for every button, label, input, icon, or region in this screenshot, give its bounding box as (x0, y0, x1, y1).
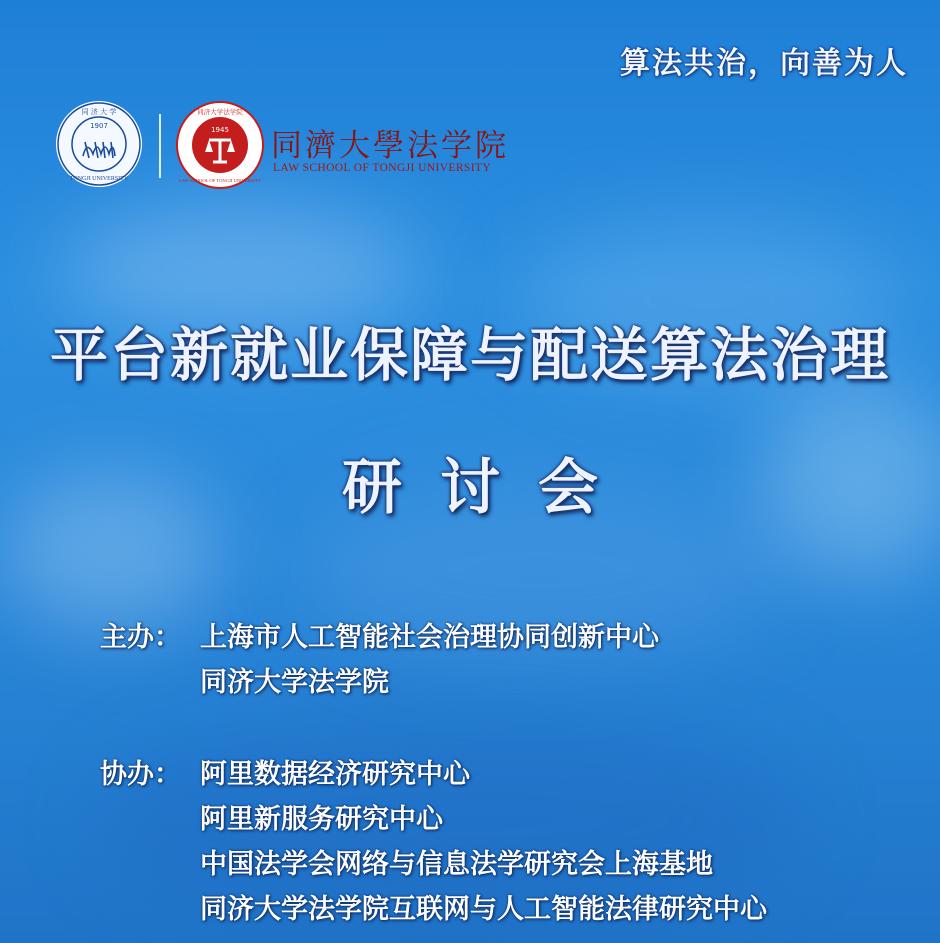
cohost-label: 协办： (100, 759, 181, 790)
law-school-name-en: LAW SCHOOL OF TONGJI UNIVERSITY (273, 162, 492, 174)
cohost-item: 阿里新服务研究中心 (200, 804, 443, 835)
svg-text:1907: 1907 (90, 122, 108, 130)
svg-text:TONGJI UNIVERSITY: TONGJI UNIVERSITY (69, 176, 129, 182)
host-item: 同济大学法学院 (200, 667, 389, 698)
slogan: 算法共治，向善为人 (620, 46, 908, 81)
law-school-seal-icon (175, 100, 265, 190)
title-sub: 研讨会 (342, 453, 636, 523)
svg-text:LAW SCHOOL OF TONGJI UNIVERSIT: LAW SCHOOL OF TONGJI UNIVERSITY (178, 178, 262, 183)
title-main: 平台新就业保障与配送算法治理 (49, 321, 890, 389)
host-item: 上海市人工智能社会治理协同创新中心 (200, 622, 659, 653)
svg-text:1945: 1945 (211, 126, 229, 134)
svg-text:同济大学法学院: 同济大学法学院 (197, 108, 243, 116)
cohost-item: 同济大学法学院互联网与人工智能法律研究中心 (200, 894, 767, 925)
law-school-name: 同濟大學法学院 (271, 128, 509, 164)
logo-divider (159, 114, 161, 178)
svg-text:同 济 大 学: 同 济 大 学 (81, 108, 117, 116)
cohost-item: 阿里数据经济研究中心 (200, 759, 470, 790)
host-label: 主办： (100, 622, 181, 653)
tongji-university-seal-icon (55, 100, 143, 188)
cohost-item: 中国法学会网络与信息法学研究会上海基地 (200, 849, 713, 880)
